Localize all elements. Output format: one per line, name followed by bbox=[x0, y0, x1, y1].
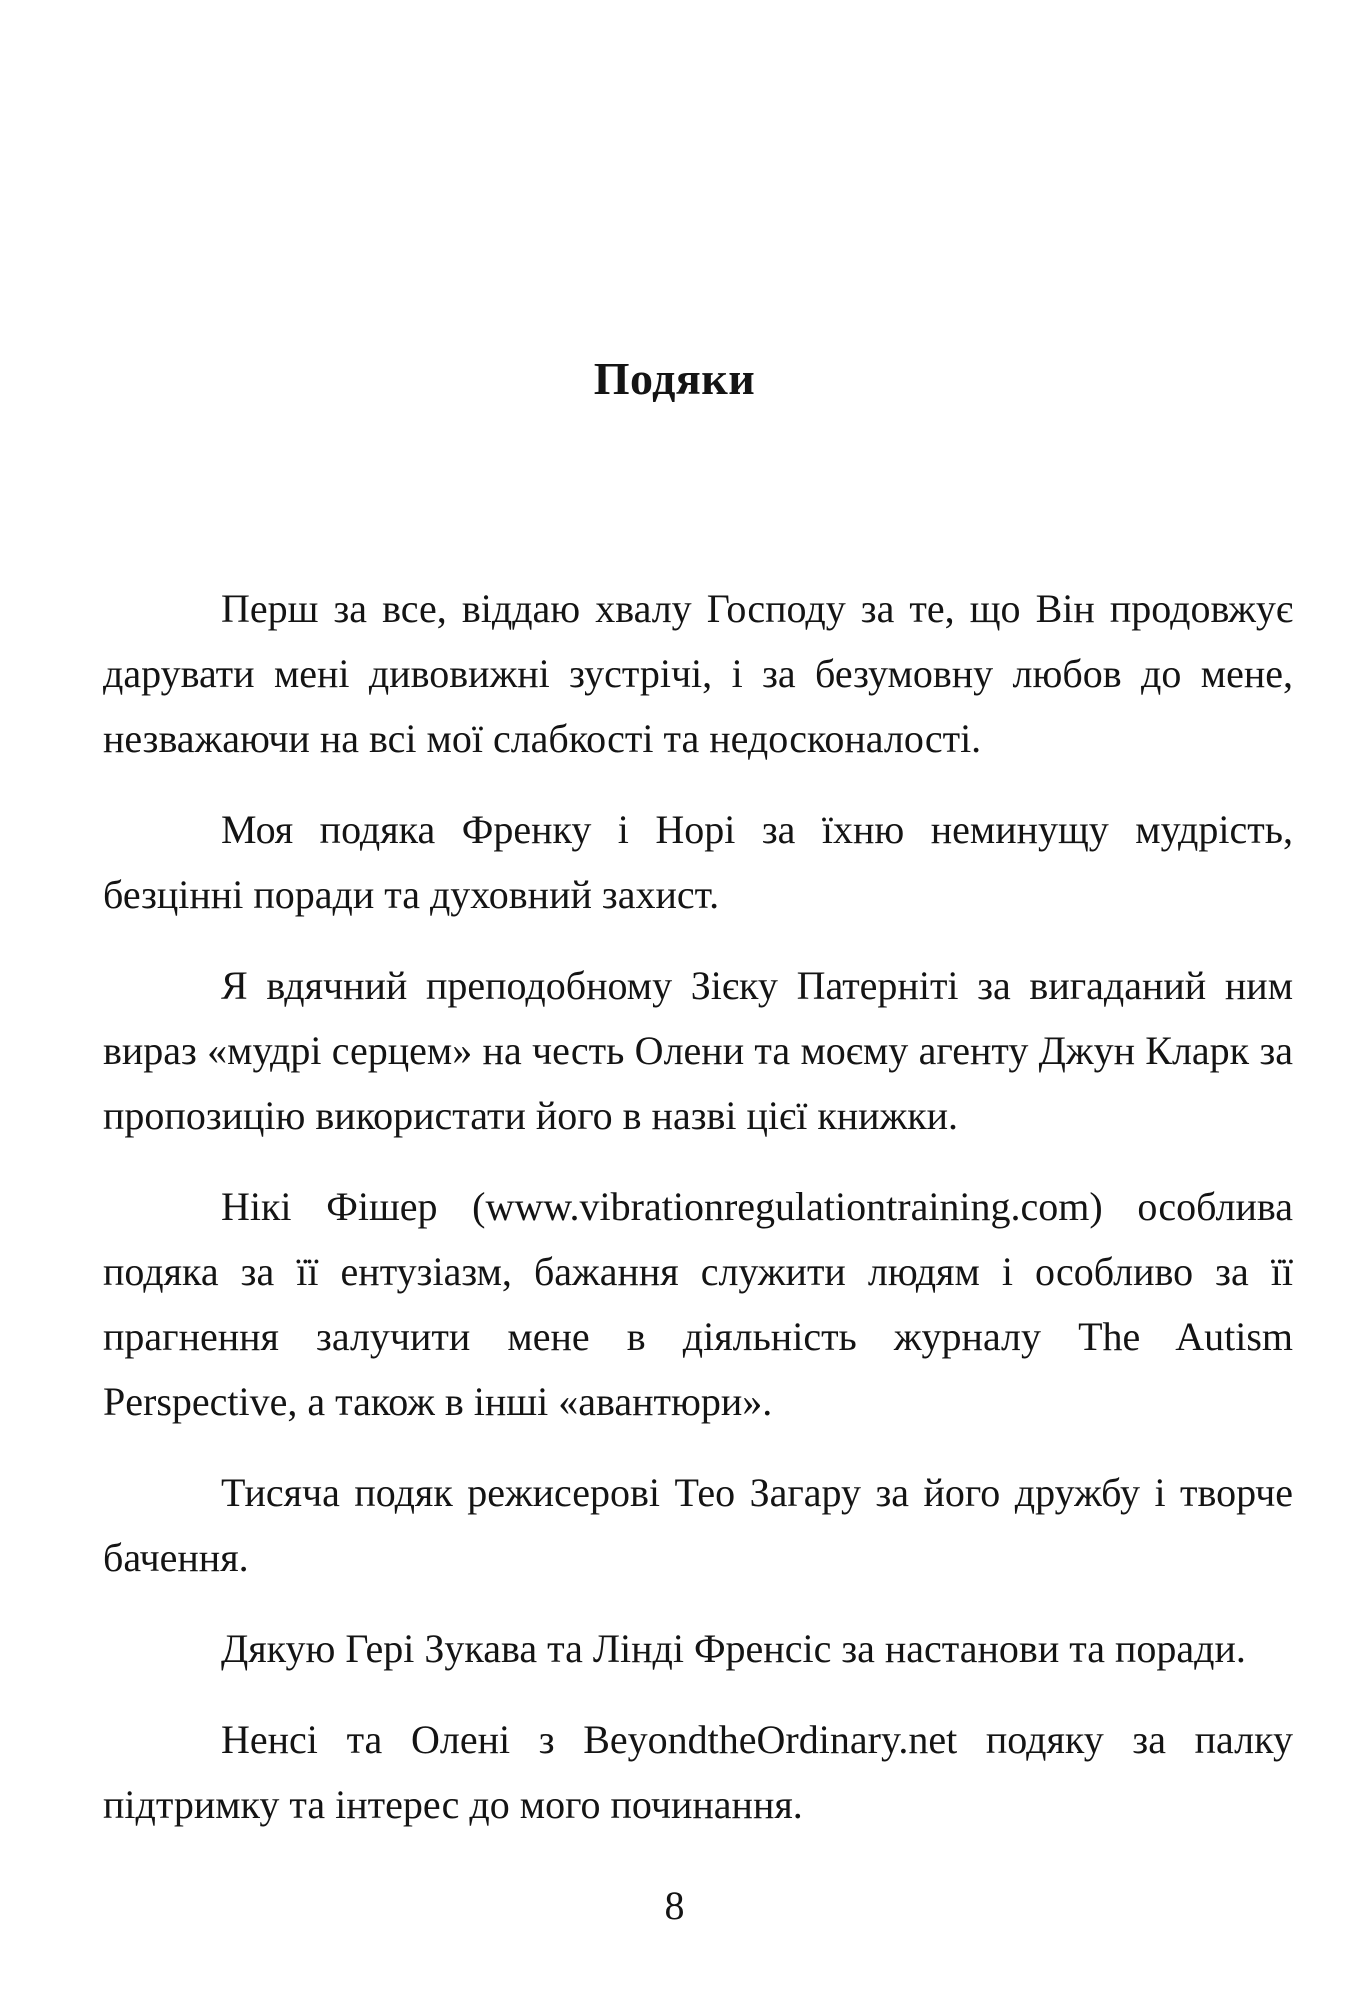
paragraph: Нікі Фішер (www.vibrationregulationtraining.com) особлива подяка за її ентузіазм, бажання служити людям і особливо за її прагнення залучити мене в діяльність журналу The Autism Perspective, а також в інші «авантюри». bbox=[103, 1184, 1293, 1424]
page-number: 8 bbox=[664, 1883, 685, 1928]
paragraph: Я вдячний преподобному Зієку Патерніті за вигаданий ним вираз «мудрі серцем» на честь Олени та моєму агенту Джун Кларк за пропозицію використати його в назві цієї книжки. bbox=[103, 963, 1293, 1138]
acknowledgements-body bbox=[103, 576, 1293, 1863]
paragraph: Моя подяка Френку і Норі за їхню неминущу мудрість, безцінні поради та духовний захист. bbox=[103, 807, 1293, 917]
paragraph: Дякую Гері Зукава та Лінді Френсіс за настанови та поради. bbox=[221, 1626, 1246, 1671]
paragraph: Тисяча подяк режисерові Тео Загару за його дружбу і творче бачення. bbox=[103, 1470, 1293, 1580]
paragraph: Ненсі та Олені з BeyondtheOrdinary.net подяку за палку підтримку та інтерес до мого починання. bbox=[103, 1717, 1293, 1827]
page-title: Подяки bbox=[593, 353, 756, 404]
paragraph: Перш за все, віддаю хвалу Господу за те, що Він продовжує дарувати мені дивовижні зустрічі, і за безумовну любов до мене, незважаючи на всі мої слабкості та недосконалості. bbox=[103, 586, 1293, 761]
